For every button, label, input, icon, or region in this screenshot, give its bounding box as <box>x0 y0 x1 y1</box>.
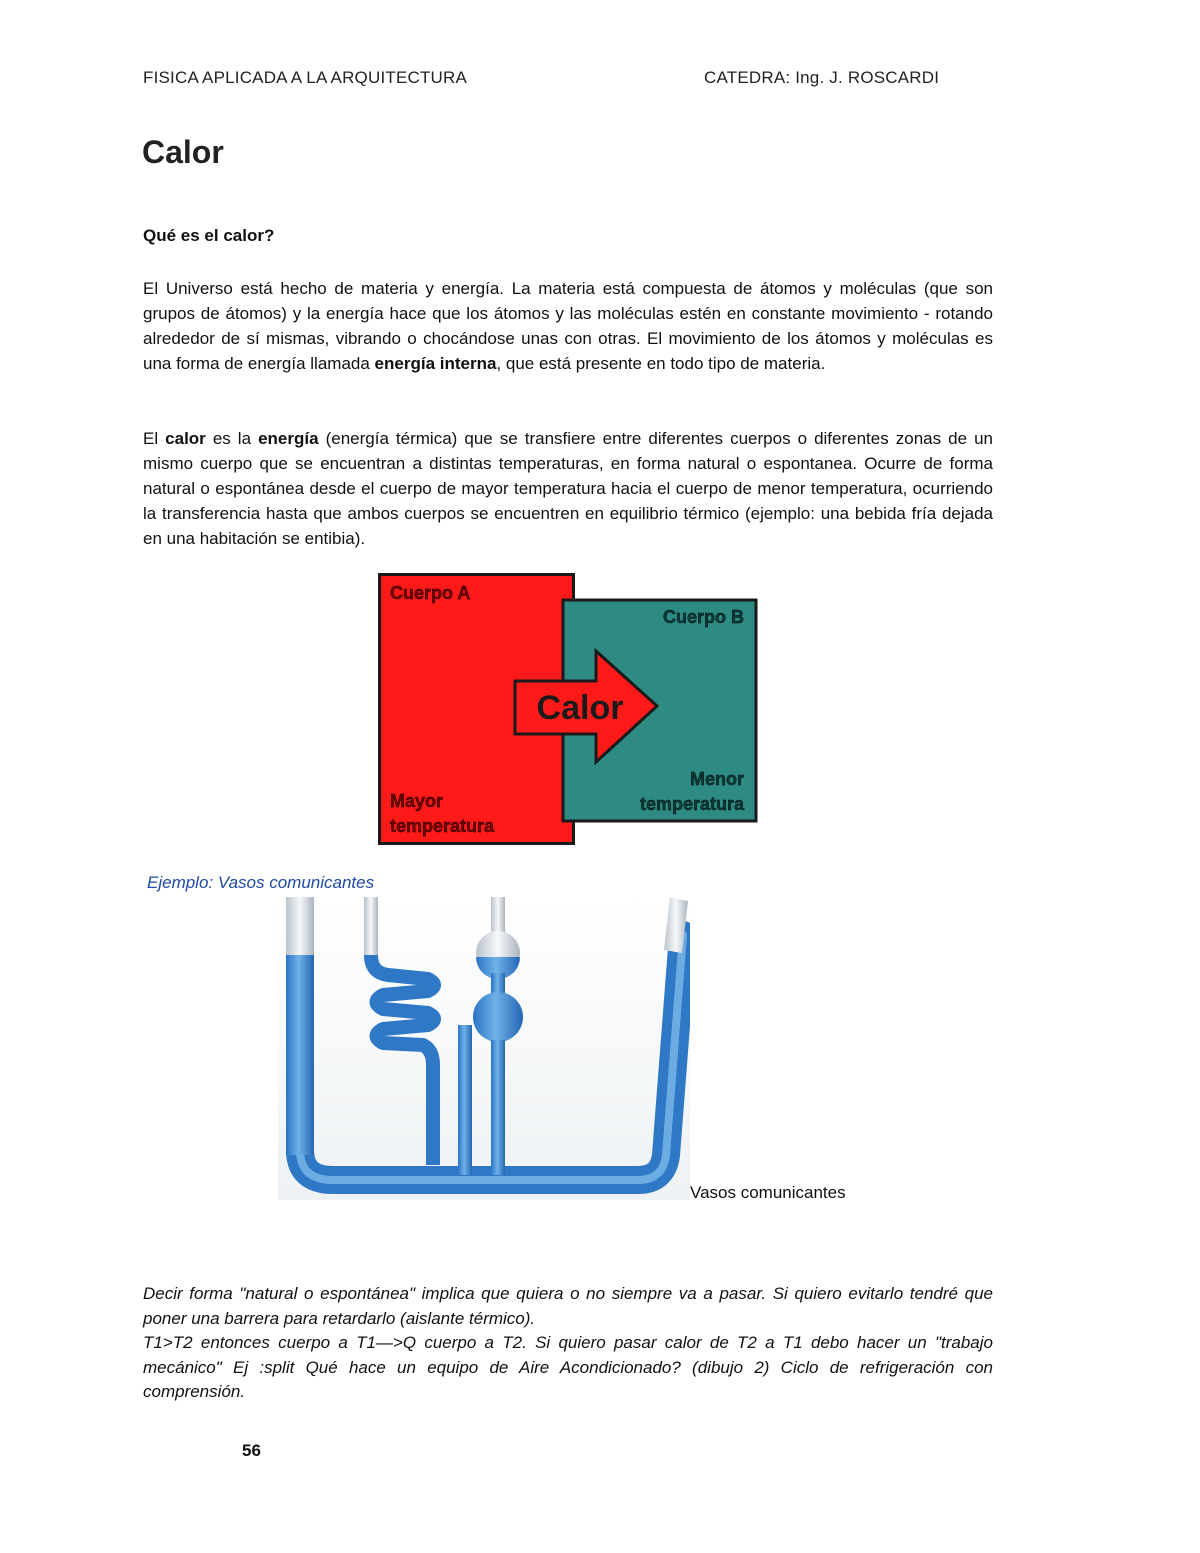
arrow-label: Calor <box>536 689 624 727</box>
paragraph-1-text-b: , que está presente en todo tipo de materia. <box>496 354 826 373</box>
paragraph-3-line1: Decir forma "natural o espontánea" implica que quiera o no siempre va a pasar. Si quiero evitarlo tendré que poner una barrera para retardarlo (aislante térmico). <box>143 1284 993 1328</box>
left-tube-water <box>286 955 314 1155</box>
example-caption: Ejemplo: Vasos comunicantes <box>147 873 375 892</box>
page-number: 56 <box>242 1441 261 1460</box>
paragraph-1 <box>143 276 993 376</box>
header-left: FISICA APLICADA A LA ARQUITECTURA <box>143 68 468 87</box>
communicating-vessels-illustration <box>278 895 690 1200</box>
straight-tube <box>458 1025 472 1175</box>
bulb-neck <box>491 973 505 993</box>
paragraph-3-line2: T1>T2 entonces cuerpo a T1—>Q cuerpo a T2. Si quiero pasar calor de T2 a T1 debo hacer un "trabajo mecánico" Ej :split Qué hace un equipo de Aire Acondicionado? (dibujo 2) Ciclo de refrigeración con comprensión. <box>143 1333 993 1401</box>
paragraph-3 <box>143 1282 993 1405</box>
paragraph-2-bold-energia: energía <box>258 429 319 448</box>
paragraph-1-text-a: El Universo está hecho de materia y energía. La materia está compuesta de átomos y moléculas (que son grupos de átomos) y la energía hace que los átomos y las moléculas estén en constante movimiento - rotando alrededor de sí mismas, vibrando o chocándose unas con otras. El movimiento de los átomos y moléculas es una forma de energía llamada <box>143 279 993 373</box>
left-tube-glass <box>286 897 314 957</box>
paragraph-2-bold-calor: calor <box>165 429 206 448</box>
header-right: CATEDRA: Ing. J. ROSCARDI <box>704 68 940 87</box>
paragraph-1-bold: energía interna <box>374 354 497 373</box>
body-a-label: Cuerpo A <box>390 583 471 603</box>
bulb-stem <box>491 1040 505 1175</box>
paragraph-2 <box>143 426 993 551</box>
coil-tube-glass <box>364 897 378 959</box>
body-b-temp-line1: Menor <box>690 769 744 789</box>
paragraph-2-text-a: El <box>143 429 166 448</box>
lower-bulb <box>473 992 523 1042</box>
body-b-label: Cuerpo B <box>663 607 744 627</box>
section-subtitle: Qué es el calor? <box>143 226 275 245</box>
vessels-caption: Vasos comunicantes <box>690 1183 846 1202</box>
body-a-temp-line1: Mayor <box>390 791 444 811</box>
paragraph-2-text-b: es la <box>205 429 259 448</box>
paragraph-2-text-c: (energía térmica) que se transfiere entre diferentes cuerpos o diferentes zonas de un mismo cuerpo que se encuentran a distintas temperaturas, en forma natural o espontanea. Ocurre de forma natural o espontánea desde el cuerpo de mayor temperatura hacia el cuerpo de menor temperatura, ocurriendo la transferencia hasta que ambos cuerpos se encuentren en equilibrio térmico (ejemplo: una bebida fría dejada en una habitación se entibia). <box>143 429 994 548</box>
body-b-temp-line2: temperatura <box>639 794 744 814</box>
body-a-temp-line2: temperatura <box>390 816 495 836</box>
page-title: Calor <box>142 134 224 170</box>
heat-transfer-diagram <box>378 573 758 845</box>
